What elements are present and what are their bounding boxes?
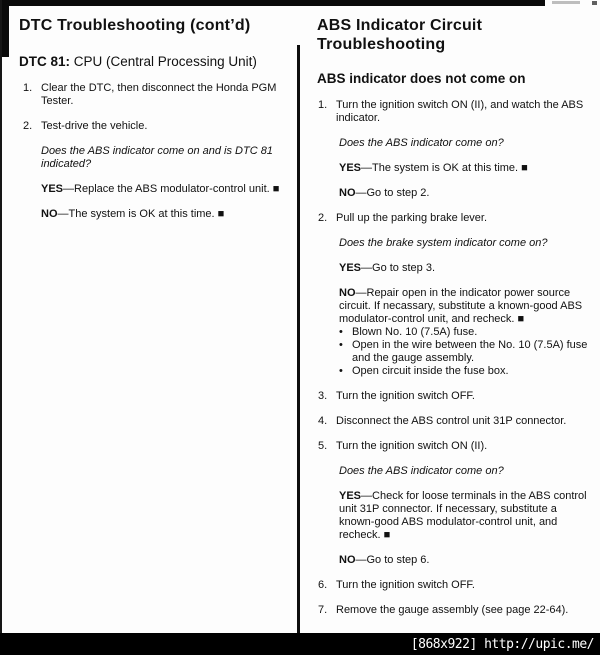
step-text: Remove the gauge assembly (see page 22-64).	[336, 604, 569, 616]
dtc-code-label: DTC 81:	[19, 54, 71, 69]
left-column	[0, 6, 300, 633]
image-size-caption: [868x922] http://upic.me/	[410, 636, 594, 652]
step-text: Turn the ignition switch ON (II), and watch the ABS indicator.	[336, 99, 584, 124]
step-number: 6.	[318, 579, 328, 591]
footer-bar	[0, 633, 600, 655]
list-item	[339, 339, 588, 365]
step-text: Disconnect the ABS control unit 31P connector.	[336, 415, 567, 427]
yes-label: YES	[339, 262, 362, 274]
no-text: —Go to step 6.	[355, 554, 430, 566]
right-question-3: Does the ABS indicator come on?	[339, 465, 504, 477]
right-step-4	[318, 415, 588, 428]
step-number: 7.	[318, 604, 328, 616]
left-title: DTC Troubleshooting (cont’d)	[19, 17, 251, 34]
left-question: Does the ABS indicator come on and is DTC 81 indicated?	[41, 145, 273, 170]
step-number: 3.	[318, 390, 328, 402]
yes-label: YES	[339, 162, 362, 174]
right-yes-1	[339, 162, 588, 175]
page-columns	[0, 6, 600, 633]
right-step-7	[318, 604, 588, 617]
left-step-2	[23, 120, 290, 133]
right-yes-3	[339, 490, 588, 542]
right-title: ABS Indicator Circuit Troubleshooting	[317, 17, 483, 53]
right-heading: ABS indicator does not come on	[317, 71, 526, 86]
right-no-2	[339, 287, 588, 326]
step-number: 4.	[318, 415, 328, 427]
step-number: 2.	[23, 120, 33, 132]
right-step-1	[318, 99, 588, 125]
step-number: 1.	[23, 82, 33, 94]
bullet-icon: •	[339, 339, 343, 351]
right-question-2: Does the brake system indicator come on?	[339, 237, 548, 249]
scan-artifact	[592, 1, 597, 5]
step-text: Clear the DTC, then disconnect the Honda PGM Tester.	[41, 82, 277, 107]
right-column	[300, 6, 600, 633]
right-yes-2	[339, 262, 588, 275]
step-number: 1.	[318, 99, 328, 111]
right-no-1	[339, 187, 588, 200]
right-no-3	[339, 554, 588, 567]
step-text: Pull up the parking brake lever.	[336, 212, 488, 224]
right-step-5	[318, 440, 588, 453]
bullet-text: Open in the wire between the No. 10 (7.5A) fuse and the gauge assembly.	[352, 339, 588, 364]
step-number: 5.	[318, 440, 328, 452]
bullet-icon: •	[339, 326, 343, 338]
step-text: Turn the ignition switch ON (II).	[336, 440, 488, 452]
step-text: Turn the ignition switch OFF.	[336, 390, 475, 402]
right-step-6	[318, 579, 588, 592]
no-label: NO	[339, 187, 356, 199]
yes-label: YES	[339, 490, 362, 502]
yes-text: —Replace the ABS modulator-control unit. ■	[63, 183, 280, 195]
right-step-2	[318, 212, 588, 225]
scan-artifact	[552, 1, 580, 4]
bullet-icon: •	[339, 365, 343, 377]
right-step-3	[318, 390, 588, 403]
left-no-result	[41, 208, 290, 221]
left-yes-result	[41, 183, 290, 196]
list-item	[339, 326, 588, 339]
yes-text: —Check for loose terminals in the ABS control unit 31P connector. If necessary, substitute a known-good ABS modulator-control unit, and recheck. ■	[339, 490, 587, 541]
no-label: NO	[339, 287, 356, 299]
step-text: Test-drive the vehicle.	[41, 120, 148, 132]
bullet-text: Blown No. 10 (7.5A) fuse.	[352, 326, 478, 338]
no-text: —Go to step 2.	[355, 187, 430, 199]
left-step-1	[23, 82, 290, 108]
list-item	[339, 365, 588, 378]
yes-text: —The system is OK at this time. ■	[361, 162, 528, 174]
no-text: —Repair open in the indicator power source circuit. If necassary, substitute a known-good ABS modulator-control unit, and recheck. ■	[339, 287, 583, 325]
step-text: Turn the ignition switch OFF.	[336, 579, 475, 591]
bullet-text: Open circuit inside the fuse box.	[352, 365, 509, 377]
no-text: —The system is OK at this time. ■	[57, 208, 225, 220]
yes-text: —Go to step 3.	[361, 262, 435, 274]
step-number: 2.	[318, 212, 328, 224]
right-question-1: Does the ABS indicator come on?	[339, 137, 504, 149]
yes-label: YES	[41, 183, 64, 195]
no-label: NO	[41, 208, 58, 220]
dtc-81-heading	[19, 54, 290, 70]
dtc-code-desc: CPU (Central Processing Unit)	[73, 54, 257, 69]
no-2-causes-list	[339, 326, 588, 378]
no-label: NO	[339, 554, 356, 566]
